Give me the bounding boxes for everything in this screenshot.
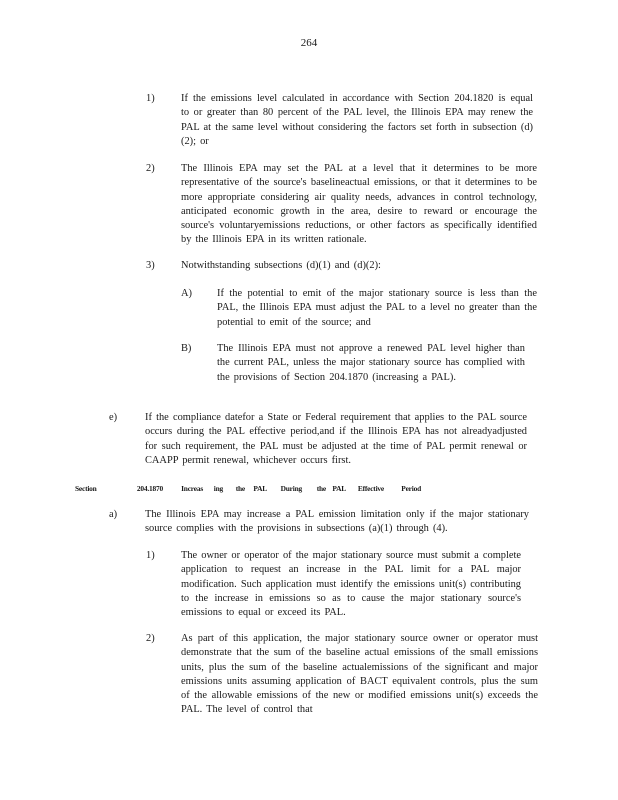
item-label: 2) [146,163,155,174]
heading-word: 204.1870 [136,484,163,493]
item-label: B) [181,343,192,354]
heading-word: Section [75,484,97,493]
item-label: 1) [146,93,155,104]
heading-word: Effective [357,484,384,493]
heading-word: PAL [253,484,267,493]
item-text: If the emissions level calculated in accordance with Section 204.1820 is equal to or greater than 80 percent of the PAL level, the Illinois EPA may renew the PAL at the same level without considering the factors set forth in subsection (d)(2); or [181,93,533,147]
heading-word: ing [213,484,223,493]
item-label: e) [109,412,118,423]
page-number: 264 [300,37,318,49]
item-label: 1) [146,550,155,561]
item-label: a) [109,509,118,520]
heading-word: the [316,484,326,493]
item-text: The owner or operator of the major stationary source must submit a complete application to request an increase in the PAL limit for a PAL major modification. Such application must identify the emissions unit(s) contributing to the increase in emissions so as to cause the major stationary source's emissions to equal or exceed its PAL. [181,550,521,619]
item-label: 3) [146,260,155,271]
heading-word: Increas [181,484,203,493]
item-text: The Illinois EPA may set the PAL at a level that it determines to be more representative of the source's baselineactual emissions, or that it determines to be more appropriate considering air quality needs, advances in control technology, anticipated economic growth in the area, desire to reward or encourage the source's voluntaryemissions reductions, or other factors as specifically identified by the Illinois EPA in its written rationale. [181,163,537,246]
heading-word: During [280,484,302,493]
item-text: The Illinois EPA must not approve a renewed PAL level higher than the current PAL, unless the major stationary source has complied with the provisions of Section 204.1870 (increasing a PAL). [217,343,525,383]
item-label: A) [181,288,192,299]
item-label: 2) [146,633,155,644]
item-text: As part of this application, the major stationary source owner or operator must demonstrate that the sum of the baseline actual emissions of the small emissions units, plus the sum of the baseline actualemissions of the significant and major emissions units assuming application of BACT equivalent controls, plus the sum of the allowable emissions of the new or modified emissions unit(s) exceeds the PAL. The level of control that [181,633,538,716]
heading-word: PAL [332,484,346,493]
item-text: If the compliance datefor a State or Federal requirement that applies to the PAL source occurs during the PAL effective period,and if the Illinois EPA has not alreadyadjusted for such requirement, the PAL must be adjusted at the time of PAL permit renewal or CAAPP permit renewal, whichever occurs first. [145,412,527,466]
item-text: Notwithstanding subsections (d)(1) and (d)(2): [181,260,381,271]
heading-word: the [235,484,245,493]
heading-word: Period [401,484,421,493]
section-heading [75,484,435,493]
item-text: The Illinois EPA may increase a PAL emission limitation only if the major stationary source complies with the provisions in subsections (a)(1) through (4). [145,509,529,535]
item-text: If the potential to emit of the major stationary source is less than the PAL, the Illinois EPA must adjust the PAL to a level no greater than the potential to emit of the source; and [217,288,537,328]
